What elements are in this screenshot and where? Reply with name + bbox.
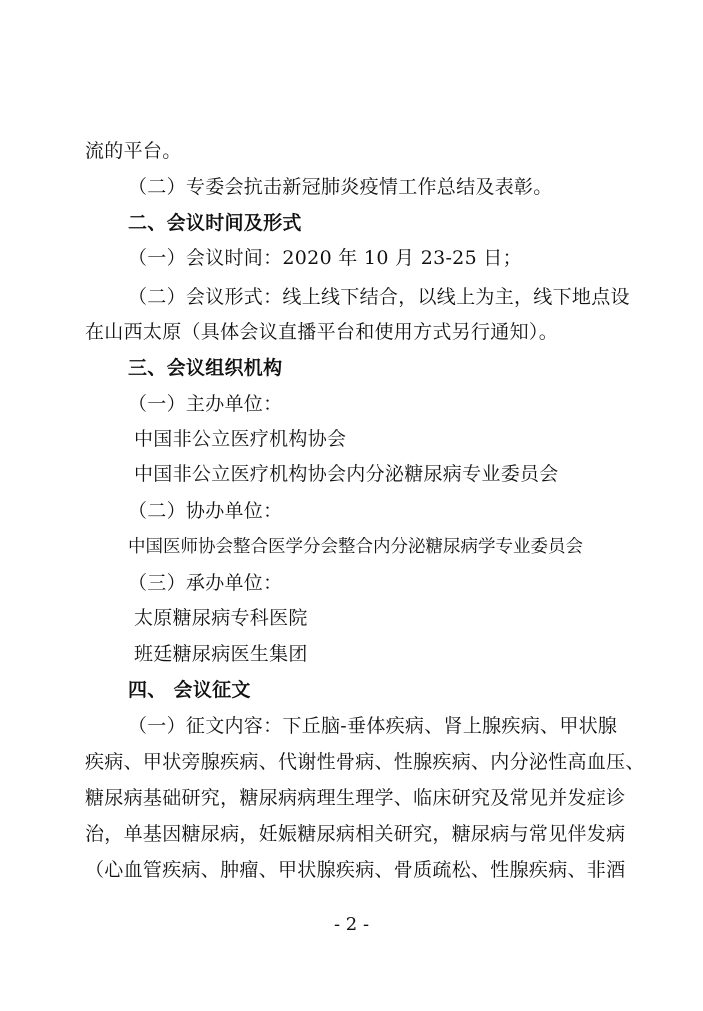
section-heading: 三、会议组织机构 (128, 357, 283, 379)
paragraph-line: 疾病、甲状旁腺疾病、代谢性骨病、性腺疾病、内分泌性高血压、 (85, 751, 645, 773)
organization-name: 太原糖尿病专科医院 (134, 607, 308, 629)
organization-name: 中国非公立医疗机构协会 (134, 428, 347, 450)
paragraph-line: 流的平台。 (85, 140, 182, 162)
paragraph-line: （二）专委会抗击新冠肺炎疫情工作总结及表彰。 (128, 176, 553, 198)
paragraph-line: （一）主办单位： (128, 393, 283, 415)
paragraph-line: 治，单基因糖尿病，妊娠糖尿病相关研究，糖尿病与常见伴发病 (85, 823, 626, 845)
paragraph-line: （一）征文内容：下丘脑-垂体疾病、肾上腺疾病、甲状腺 (128, 715, 618, 737)
section-heading: 四、 会议征文 (128, 679, 251, 701)
page-number: - 2 - (333, 914, 370, 935)
paragraph-line: 糖尿病基础研究，糖尿病病理生理学、临床研究及常见并发症诊 (85, 787, 626, 809)
paragraph-line: （一）会议时间：2020 年 10 月 23-25 日； (128, 247, 522, 269)
paragraph-line: （三）承办单位： (128, 572, 283, 594)
paragraph-line: （心血管疾病、肿瘤、甲状腺疾病、骨质疏松、性腺疾病、非酒 (85, 859, 626, 881)
organization-name: 班廷糖尿病医生集团 (134, 643, 308, 665)
organization-name: 中国非公立医疗机构协会内分泌糖尿病专业委员会 (134, 463, 559, 485)
paragraph-line: （二）协办单位： (128, 500, 283, 522)
section-heading: 二、会议时间及形式 (128, 212, 302, 234)
organization-name: 中国医师协会整合医学分会整合内分泌糖尿病学专业委员会 (128, 537, 583, 557)
paragraph-line: 在山西太原（具体会议直播平台和使用方式另行通知）。 (85, 321, 559, 343)
paragraph-line: （二）会议形式：线上线下结合，以线上为主，线下地点设 (128, 286, 630, 308)
